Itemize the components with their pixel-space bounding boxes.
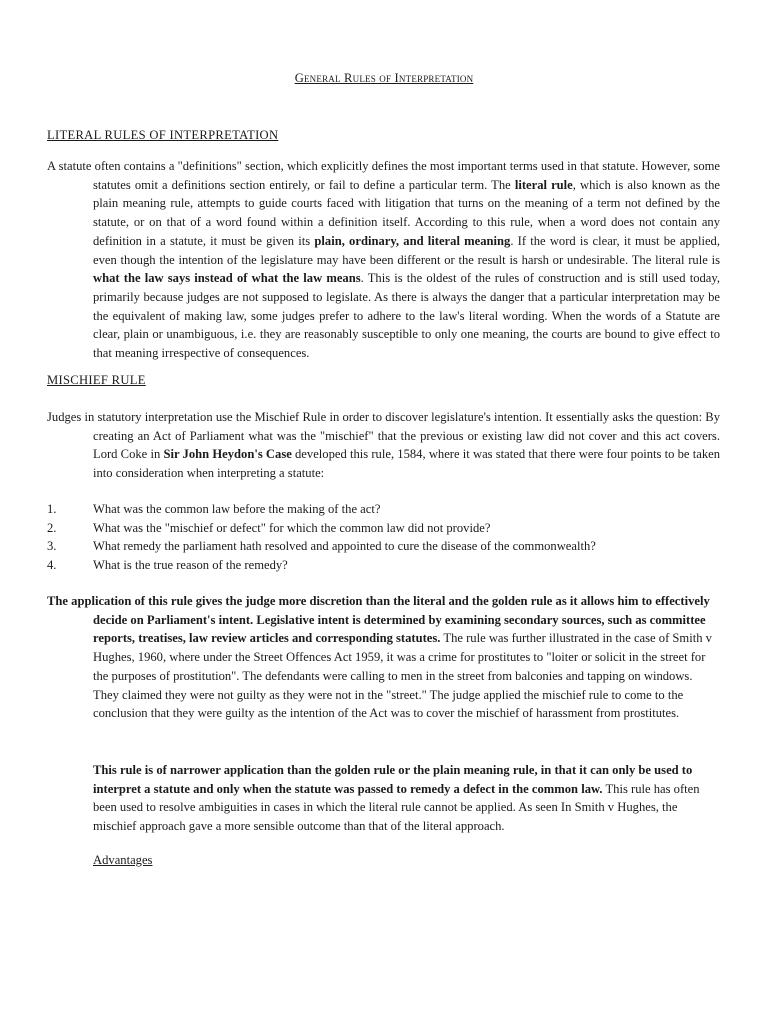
application-paragraph xyxy=(47,592,720,723)
bold-text: The application of this rule gives the judge more discretion than the literal and the golden rule as it allows him to effectively decide on Parliament's intent. Legislative intent is determined by examining secondary sources, such as committee reports, treatises, law review articles and corresponding statutes. xyxy=(47,594,710,646)
advantages-heading: Advantages xyxy=(93,853,153,867)
text-run: Judges in statutory interpretation use the Mischief Rule in order to discover legislature's intention. It essentially asks the question: By creating an Act of Parliament what was the "mischief" that the previous or existing law did not cover and this act covers. Lord Coke in xyxy=(47,410,720,462)
mischief-rule-heading: MISCHIEF RULE xyxy=(47,373,146,387)
bold-term: literal rule xyxy=(514,177,573,192)
text-run: A statute often contains a "definitions" section, which explicitly defines the most important terms used in that statute. However, some statutes omit a definitions section entirely, or fail to define a particular term. The xyxy=(47,159,720,192)
list-item xyxy=(47,500,720,519)
text-run: developed this rule, 1584, where it was stated that there were four points to be taken into consideration when interpreting a statute: xyxy=(93,447,720,481)
list-text: What remedy the parliament hath resolved and appointed to cure the disease of the commonwealth? xyxy=(93,539,596,554)
list-text: What was the common law before the making of the act? xyxy=(93,502,381,516)
document-title: General Rules of Interpretation xyxy=(294,71,474,85)
narrower-application-paragraph xyxy=(93,761,723,836)
text-run: , which is also known as the plain meaning rule, attempts to guide courts faced with litigation that turns on the meaning of a term not defined by the statute, or on that of a word found within a definition itself. According to this rule, when a word does not contain any definition in a statute, it must be given its xyxy=(93,177,720,248)
list-number: 2. xyxy=(47,520,57,535)
text-run: This rule has often been used to resolve ambiguities in cases in which the literal rule cannot be applied. As seen In Smith v Hughes, the mischief approach gave a more sensible outcome than that of the literal approach. xyxy=(93,781,700,834)
list-item xyxy=(47,537,720,556)
bold-term: what the law says instead of what the law means xyxy=(93,271,361,286)
list-text: What is the true reason of the remedy? xyxy=(93,558,288,573)
bold-term: plain, ordinary, and literal meaning xyxy=(314,233,511,248)
literal-rule-heading: LITERAL RULES OF INTERPRETATION xyxy=(47,128,279,142)
text-run: . This is the oldest of the rules of construction and is still used today, primarily because judges are not supposed to legislate. As there is always the danger that a particular interpretation may be the equivalent of making law, some judges prefer to adhere to the law's literal wording. When the words of a Statute are clear, plain or unambiguous, i.e. they are reasonably susceptible to only one meaning, the courts are bound to give effect to that meaning irrespective of consequences. xyxy=(93,271,721,361)
list-number: 1. xyxy=(47,502,57,516)
list-number: 3. xyxy=(47,539,57,554)
literal-rule-paragraph xyxy=(47,157,720,363)
bold-term: Sir John Heydon's Case xyxy=(163,447,292,462)
text-run: . If the word is clear, it must be applied, even though the intention of the legislature may have been different or the result is harsh or undesirable. The literal rule is xyxy=(93,233,720,267)
bold-text: This rule is of narrower application than the golden rule or the plain meaning rule, in that it can only be used to interpret a statute and only when the statute was passed to remedy a defect in the common law. xyxy=(93,763,693,796)
heydon-points-list xyxy=(47,500,720,575)
list-number: 4. xyxy=(47,558,57,573)
list-item xyxy=(47,556,720,575)
list-item xyxy=(47,519,720,538)
list-text: What was the "mischief or defect" for which the common law did not provide? xyxy=(93,520,491,535)
text-run: The rule was further illustrated in the case of Smith v Hughes, 1960, where under the Street Offences Act 1959, it was a crime for prostitutes to "loiter or solicit in the street for the purposes of prostitution". The defendants were calling to men in the street from balconies and tapping on windows. They claimed they were not guilty as they were not in the "street." The judge applied the mischief rule to come to the conclusion that they were guilty as the intention of the Act was to cover the mischief of harassment from prostitutes. xyxy=(93,631,712,721)
mischief-rule-paragraph xyxy=(47,408,720,483)
